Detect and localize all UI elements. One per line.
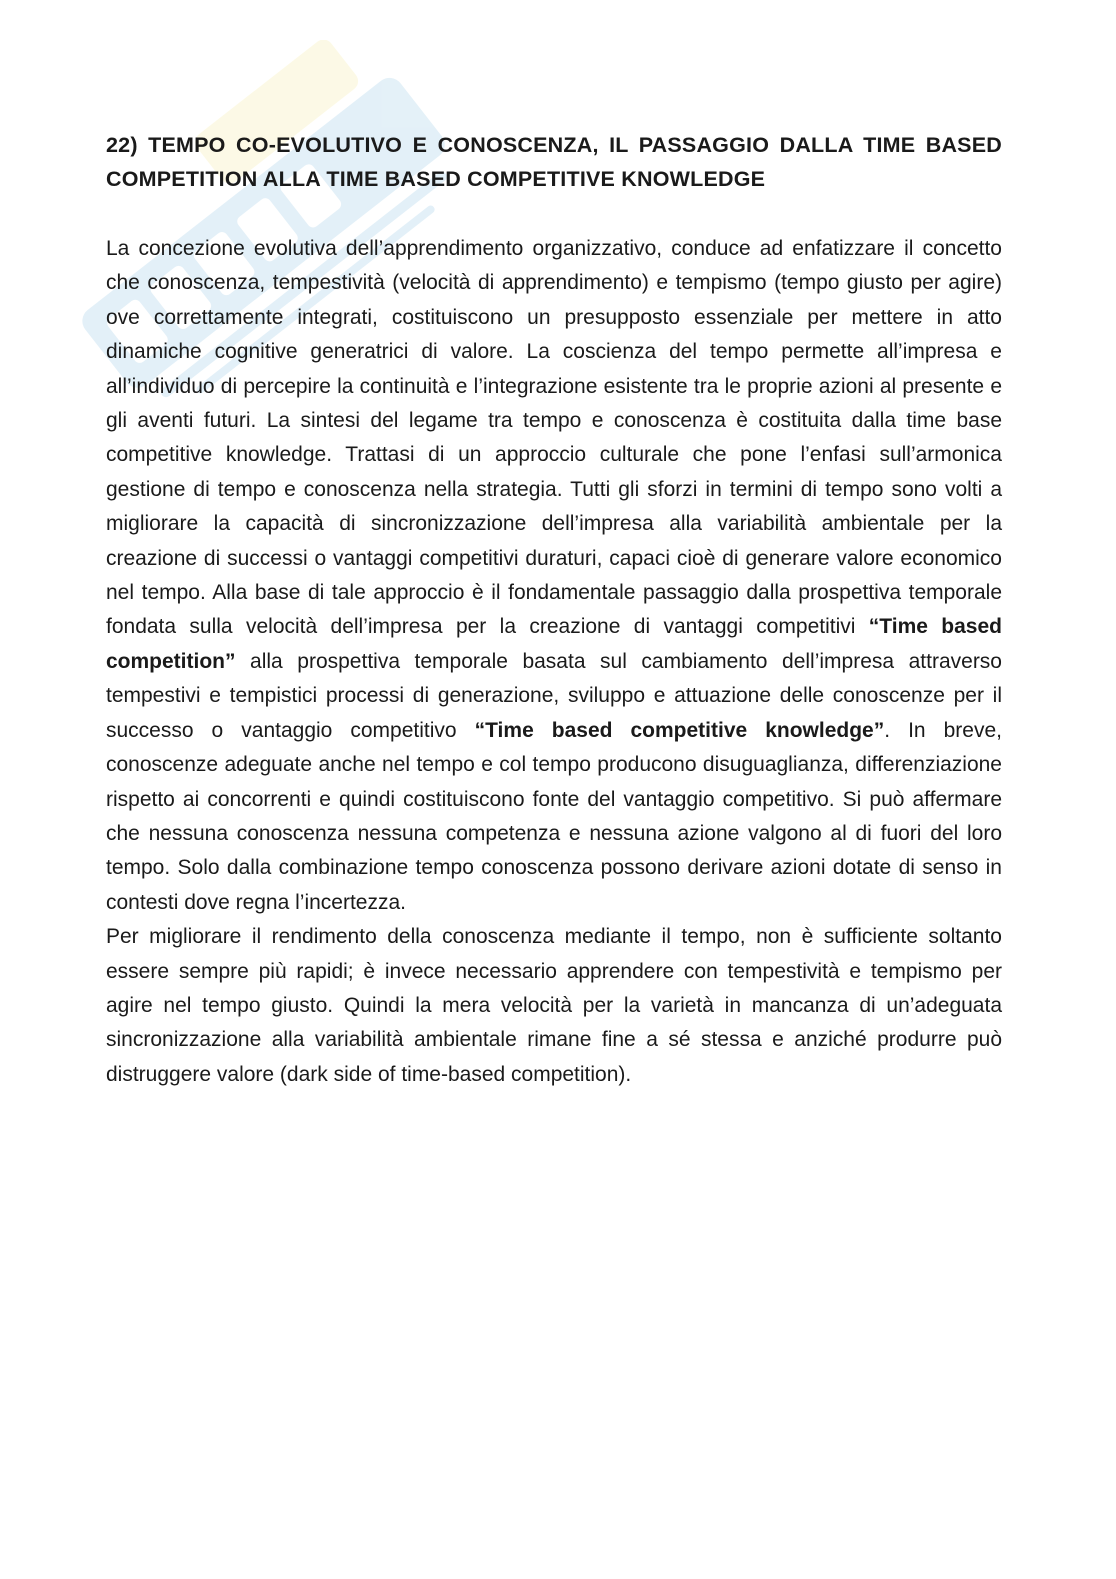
section-heading: 22) TEMPO CO-EVOLUTIVO E CONOSCENZA, IL PASSAGGIO DALLA TIME BASED COMPETITION ALLA TIME BASED COMPETITIVE KNOWLEDGE xyxy=(106,133,1002,191)
paragraph-1-text-a: La concezione evolutiva dell’apprendimento organizzativo, conduce ad enfatizzare il concetto che conoscenza, tempestività (velocità di apprendimento) e tempismo (tempo giusto per agire) ove correttamente integrati, costituiscono un presupposto essenziale per mettere in atto dinamiche cognitive generatrici di valore. La coscienza del tempo permette all’impresa e all’individuo di percepire la continuità e l’integrazione esistente tra le proprie azioni al presente e gli aventi futuri. La sintesi del legame tra tempo e conoscenza è costituita dalla time base competitive knowledge. Trattasi di un approccio culturale che pone l’enfasi sull’armonica gestione di tempo e conoscenza nella strategia. Tutti gli sforzi in termini di tempo sono volti a migliorare la capacità di sincronizzazione dell’impresa alla variabilità ambientale per la creazione di successi o vantaggi competitivi duraturi, capaci cioè di generare valore economico nel tempo. Alla base di tale approccio è il fondamentale passaggio dalla prospettiva temporale fondata sulla velocità dell’impresa per la creazione di vantaggi competitivi xyxy=(106,237,1002,639)
term-time-based-competitive-knowledge: “Time based competitive knowledge” xyxy=(474,718,885,742)
document-body xyxy=(106,232,1002,1092)
paragraph-1 xyxy=(106,232,1002,920)
paragraph-1-text-b: alla prospettiva temporale basata sul cambiamento dell’impresa attraverso tempestivi e tempistici processi di generazione, sviluppo e attuazione delle conoscenze per il successo o vantaggio competitivo xyxy=(106,649,1002,742)
paragraph-1-text-c: . In breve, conoscenze adeguate anche nel tempo e col tempo producono disuguaglianza, differenziazione rispetto ai concorrenti e quindi costituiscono fonte del vantaggio competitivo. Si può affermare che nessuna conoscenza nessuna competenza e nessuna azione valgono al di fuori del loro tempo. Solo dalla combinazione tempo conoscenza possono derivare azioni dotate di senso in contesti dove regna l’incertezza. xyxy=(106,718,1002,914)
paragraph-2: Per migliorare il rendimento della conoscenza mediante il tempo, non è sufficiente soltanto essere sempre più rapidi; è invece necessario apprendere con tempestività e tempismo per agire nel tempo giusto. Quindi la mera velocità per la varietà in mancanza di un’adeguata sincronizzazione alla variabilità ambientale rimane fine a sé stessa e anziché produrre può distruggere valore (dark side of time-based competition). xyxy=(106,925,1002,1086)
term-time-based-competition: “Time based competition” xyxy=(106,615,1002,673)
document-page xyxy=(106,128,1002,1092)
